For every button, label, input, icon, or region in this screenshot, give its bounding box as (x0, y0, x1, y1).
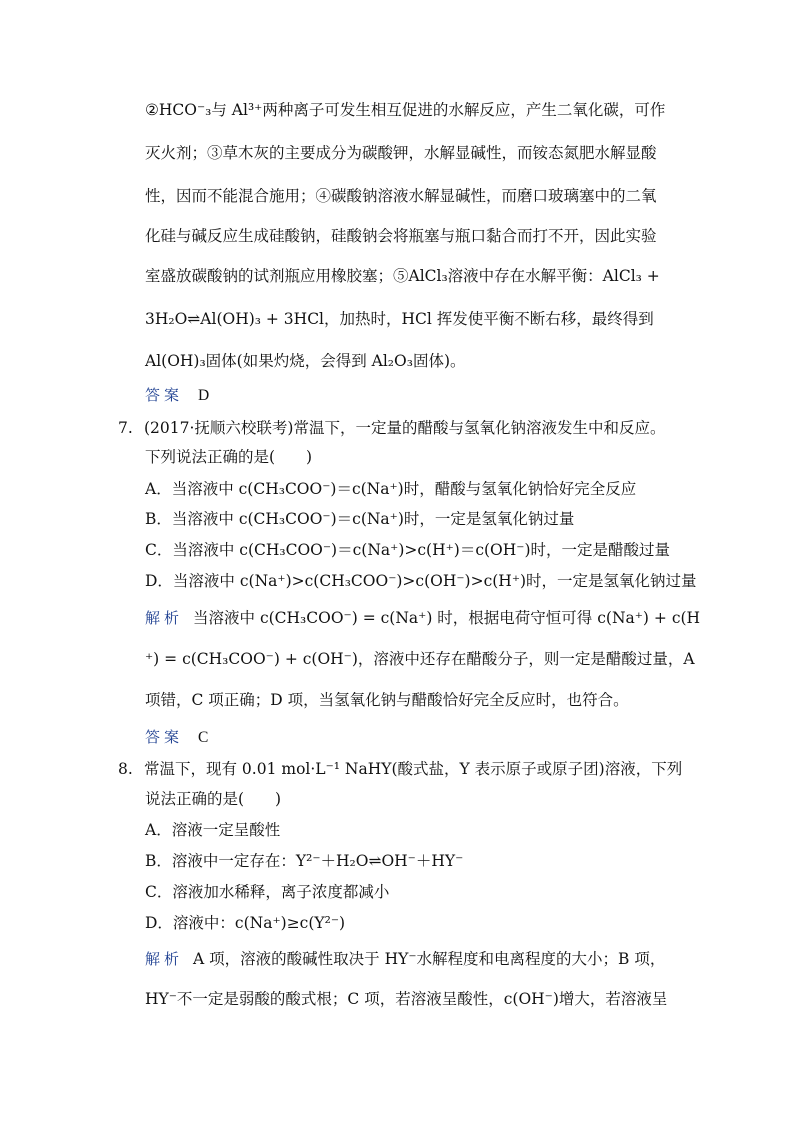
question-number: 8. (118, 760, 133, 778)
question-8-stem (118, 758, 682, 780)
q6-explanation-line: 性，因而不能混合施用；④碳酸钠溶液水解显碱性，而磨口玻璃塞中的二氧 (145, 187, 657, 205)
q7-option-d: D．当溶液中 c(Na⁺)>c(CH₃COO⁻)>c(OH⁻)>c(H⁺)时，一定是氢氧化钠过量 (145, 572, 697, 590)
q7-option-a: A．当溶液中 c(CH₃COO⁻)＝c(Na⁺)时，醋酸与氢氧化钠恰好完全反应 (145, 480, 637, 498)
analysis-text: 当溶液中 c(CH₃COO⁻) = c(Na⁺) 时，根据电荷守恒可得 c(Na⁺) + c(H (193, 609, 701, 627)
analysis-text: A 项，溶液的酸碱性取决于 HY⁻水解程度和电离程度的大小；B 项， (193, 950, 666, 968)
q6-explanation-line: 灭火剂；③草木灰的主要成分为碳酸钾，水解显碱性，而铵态氮肥水解显酸 (145, 144, 657, 162)
q6-explanation-line: ②HCO⁻₃与 Al³⁺两种离子可发生相互促进的水解反应，产生二氧化碳，可作 (145, 101, 666, 119)
question-8-stem-continued: 说法正确的是( ) (145, 790, 282, 808)
question-number: 7. (118, 419, 133, 437)
analysis-label: 解析 (145, 609, 184, 627)
q7-analysis-line (145, 607, 700, 629)
answer-value: C (197, 729, 209, 746)
q8-option-a: A．溶液一定呈酸性 (145, 821, 281, 839)
answer-label: 答案 (145, 728, 184, 746)
q6-explanation-line: 室盛放碳酸钠的试剂瓶应用橡胶塞；⑤AlCl₃溶液中存在水解平衡：AlCl₃ + (145, 267, 660, 285)
q7-analysis-line: 项错，C 项正确；D 项，当氢氧化钠与醋酸恰好完全反应时，也符合。 (145, 691, 629, 709)
question-7-stem (118, 417, 665, 439)
question-stem-text: (2017·抚顺六校联考)常温下，一定量的醋酸与氢氧化钠溶液发生中和反应。 (144, 419, 666, 437)
answer-label: 答案 (145, 386, 184, 404)
q8-analysis-line: HY⁻不一定是弱酸的酸式根；C 项，若溶液呈酸性，c(OH⁻)增大，若溶液呈 (145, 990, 668, 1008)
q8-option-b: B．溶液中一定存在：Y²⁻＋H₂O⇌OH⁻＋HY⁻ (145, 852, 464, 870)
question-7-stem-continued: 下列说法正确的是( ) (145, 448, 313, 466)
q6-explanation-line: Al(OH)₃固体(如果灼烧，会得到 Al₂O₃固体)。 (145, 352, 466, 370)
question-stem-text: 常温下，现有 0.01 mol·L⁻¹ NaHY(酸式盐，Y 表示原子或原子团)溶液，下列 (144, 760, 683, 778)
analysis-label: 解析 (145, 950, 184, 968)
q6-explanation-line: 3H₂O⇌Al(OH)₃ + 3HCl，加热时，HCl 挥发使平衡不断右移，最终得到 (145, 310, 654, 328)
answer-value: D (197, 387, 210, 404)
q7-analysis-line: ⁺) = c(CH₃COO⁻) + c(OH⁻)，溶液中还存在醋酸分子，则一定是醋酸过量，A (145, 650, 695, 668)
q6-explanation-line: 化硅与碱反应生成硅酸钠，硅酸钠会将瓶塞与瓶口黏合而打不开，因此实验 (145, 227, 657, 245)
q7-answer (145, 726, 208, 749)
q8-option-d: D．溶液中：c(Na⁺)≥c(Y²⁻) (145, 914, 346, 932)
q8-option-c: C．溶液加水稀释，离子浓度都减小 (145, 883, 390, 901)
q7-option-c: C．当溶液中 c(CH₃COO⁻)＝c(Na⁺)>c(H⁺)＝c(OH⁻)时，一定是醋酸过量 (145, 541, 671, 559)
q8-analysis-line (145, 948, 665, 970)
q6-answer (145, 384, 209, 407)
q7-option-b: B．当溶液中 c(CH₃COO⁻)＝c(Na⁺)时，一定是氢氧化钠过量 (145, 510, 575, 528)
